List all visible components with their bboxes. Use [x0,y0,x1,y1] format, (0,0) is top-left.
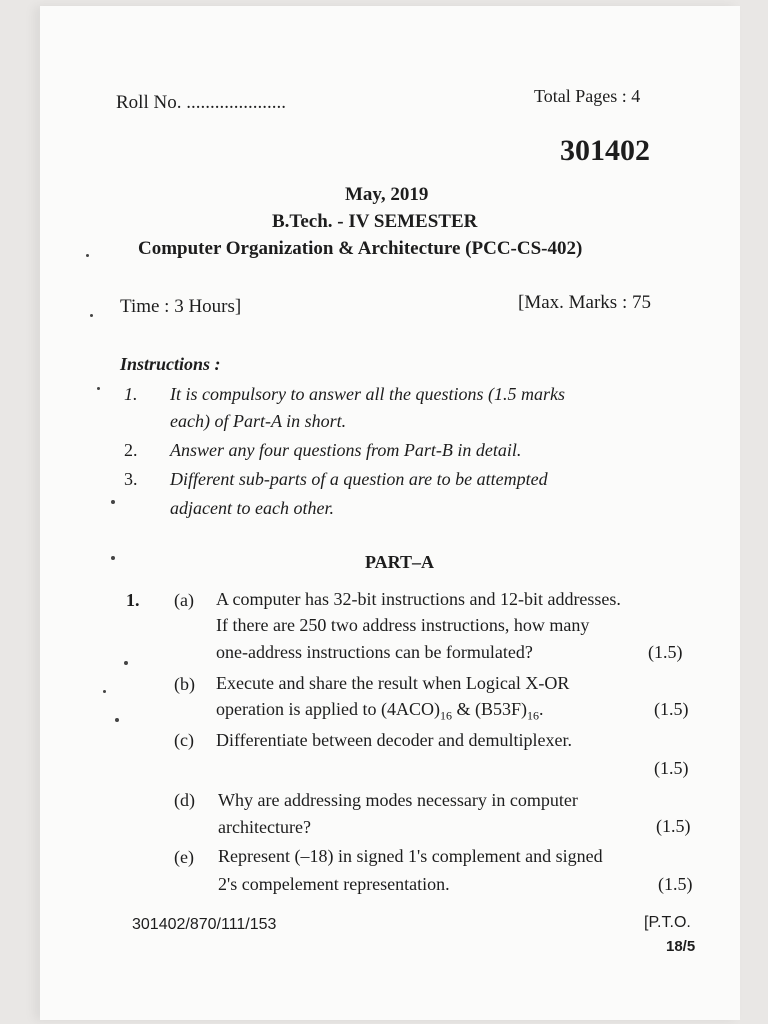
marks-label: (1.5) [658,874,693,894]
instructions-heading: Instructions : [120,354,221,374]
subquestion-text: If there are 250 two address instructions, how many [216,615,590,635]
margin-speck [115,718,119,722]
xor-operand-1: operation is applied to (4ACO) [216,699,440,719]
subquestion-text: one-address instructions can be formulated? [216,642,533,662]
subquestion-text: Execute and share the result when Logical X-OR [216,673,570,693]
margin-speck [103,690,106,693]
total-pages: Total Pages : 4 [534,86,641,106]
time-allowed: Time : 3 Hours] [120,296,242,317]
exam-date: May, 2019 [345,184,429,205]
max-marks: [Max. Marks : 75 [518,292,651,313]
margin-speck [90,314,93,317]
subquestion-label: (e) [174,847,194,867]
marks-label: (1.5) [654,699,689,719]
margin-speck [97,387,100,390]
sentence-end: . [538,699,544,719]
instruction-text: Answer any four questions from Part-B in detail. [170,440,522,460]
margin-speck [111,556,115,560]
instruction-number: 2. [124,440,138,460]
roll-number: Roll No. ..................... [116,92,286,113]
instruction-text: Different sub-parts of a question are to be attempted [170,469,548,489]
course-semester: B.Tech. - IV SEMESTER [272,211,478,232]
marks-label: (1.5) [648,642,683,662]
subquestion-text: Why are addressing modes necessary in computer [218,790,578,810]
subquestion-text: A computer has 32-bit instructions and 12-bit addresses. [216,589,621,609]
instruction-number: 3. [124,469,138,489]
instruction-text: adjacent to each other. [170,498,334,518]
margin-speck [124,661,128,665]
part-a-heading: PART–A [365,552,435,572]
instruction-number: 1. [124,384,138,404]
subject-title: Computer Organization & Architecture (PCC-CS-402) [138,238,583,259]
paper-code: 301402 [560,134,650,167]
instruction-text: each) of Part-A in short. [170,411,347,431]
subquestion-label: (b) [174,674,195,694]
subquestion-label: (a) [174,590,194,610]
xor-operand-2: & (B53F) [451,699,527,719]
margin-speck [86,254,89,257]
marks-label: (1.5) [656,816,691,836]
marks-label: (1.5) [654,758,689,778]
question-number: 1. [126,590,140,610]
subquestion-text: 2's compelement representation. [218,874,450,894]
instruction-text: It is compulsory to answer all the questions (1.5 marks [170,384,565,404]
footer-code: 301402/870/111/153 [132,916,277,933]
base-subscript: 16 [526,708,539,723]
page-reference: 18/5 [666,938,696,955]
base-subscript: 16 [439,708,452,723]
subquestion-text-with-subscripts [216,699,543,724]
subquestion-text: architecture? [218,817,311,837]
subquestion-label: (c) [174,730,194,750]
subquestion-text: Differentiate between decoder and demultiplexer. [216,730,573,750]
subquestion-label: (d) [174,790,195,810]
subquestion-text: Represent (–18) in signed 1's complement and signed [218,846,603,866]
pto-label: [P.T.O. [644,914,691,931]
margin-speck [111,500,115,504]
exam-paper-page [40,6,740,1020]
